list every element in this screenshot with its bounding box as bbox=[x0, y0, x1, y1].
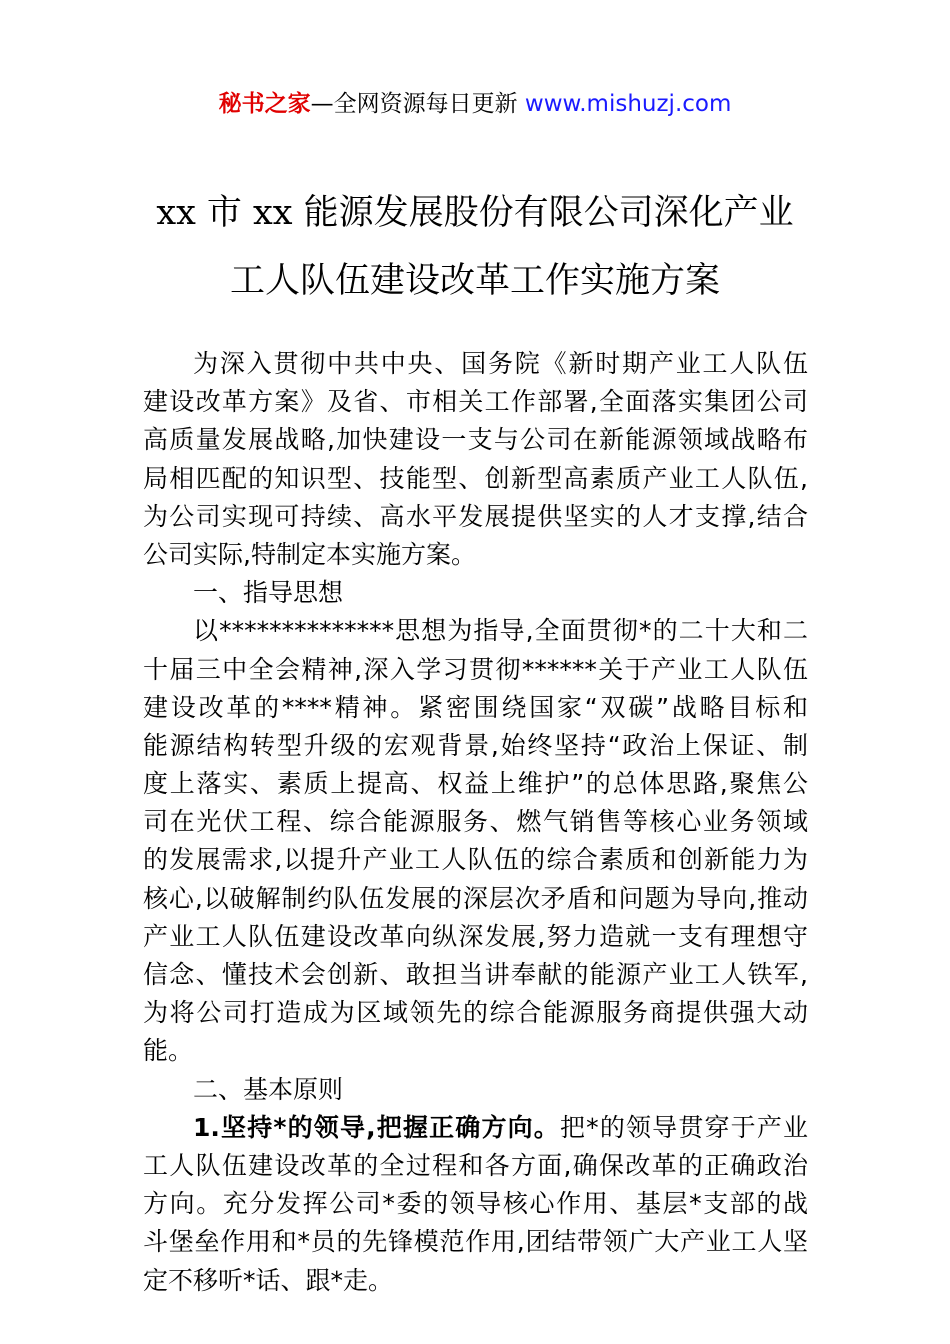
paragraph-line: 以**************思想为指导,全面贯彻*的二十大和二 bbox=[193, 616, 808, 646]
paragraph-line: 高质量发展战略,加快建设一支与公司在新能源领域战略布 bbox=[143, 425, 808, 455]
paragraph-line: 度上落实、素质上提高、权益上维护”的总体思路,聚焦公 bbox=[143, 769, 808, 799]
paragraph-line: 公司实际,特制定本实施方案。 bbox=[143, 539, 476, 569]
section-heading-basic-principles: 二、基本原则 bbox=[193, 1074, 344, 1104]
paragraph-line: 局相匹配的知识型、技能型、创新型高素质产业工人队伍, bbox=[143, 463, 808, 493]
paragraph-line: 为将公司打造成为区域领先的综合能源服务商提供强大动 bbox=[143, 998, 808, 1028]
principle-1-text: 把*的领导贯穿于产业 bbox=[559, 1112, 808, 1142]
paragraph-line: 斗堡垒作用和*员的先锋模范作用,团结带领广大产业工人坚 bbox=[143, 1227, 808, 1257]
site-header bbox=[0, 88, 950, 120]
document-title-line-2: 工人队伍建设改革工作实施方案 bbox=[229, 261, 720, 301]
section-heading-guiding-thought: 一、指导思想 bbox=[193, 578, 344, 608]
paragraph-line: 十届三中全会精神,深入学习贯彻******关于产业工人队伍 bbox=[143, 654, 808, 684]
document-title-line-1: xx 市 xx 能源发展股份有限公司深化产业 bbox=[156, 193, 794, 233]
paragraph-line: 司在光伏工程、综合能源服务、燃气销售等核心业务领域 bbox=[143, 807, 808, 837]
paragraph-line: 定不移听*话、跟*走。 bbox=[143, 1265, 394, 1295]
paragraph-line: 能源结构转型升级的宏观背景,始终坚持“政治上保证、制 bbox=[143, 730, 808, 760]
header-slogan: —全网资源每日更新 bbox=[310, 91, 525, 117]
paragraph-line: 产业工人队伍建设改革向纵深发展,努力造就一支有理想守 bbox=[143, 921, 808, 951]
paragraph-line: 能。 bbox=[143, 1036, 194, 1066]
paragraph-line: 信念、懂技术会创新、敢担当讲奉献的能源产业工人铁军, bbox=[143, 960, 808, 989]
brand-name: 秘书之家 bbox=[218, 91, 311, 117]
paragraph-line: 建设改革方案》及省、市相关工作部署,全面落实集团公司 bbox=[143, 387, 808, 417]
paragraph-line: 工人队伍建设改革的全过程和各方面,确保改革的正确政治 bbox=[143, 1150, 808, 1180]
paragraph-line: 建设改革的****精神。紧密围绕国家“双碳”战略目标和 bbox=[143, 692, 808, 722]
paragraph-line: 为公司实现可持续、高水平发展提供坚实的人才支撑,结合 bbox=[143, 501, 808, 531]
paragraph-line bbox=[143, 1109, 808, 1147]
site-url-link[interactable]: www.mishuzj.com bbox=[524, 91, 732, 117]
paragraph-line: 方向。充分发挥公司*委的领导核心作用、基层*支部的战 bbox=[143, 1189, 808, 1219]
paragraph-line: 为深入贯彻中共中央、国务院《新时期产业工人队伍 bbox=[193, 349, 808, 378]
principle-1-heading: 1.坚持*的领导,把握正确方向。 bbox=[193, 1112, 560, 1142]
paragraph-line: 核心,以破解制约队伍发展的深层次矛盾和问题为导向,推动 bbox=[143, 883, 808, 913]
document-body bbox=[143, 345, 808, 1300]
paragraph-line: 的发展需求,以提升产业工人队伍的综合素质和创新能力为 bbox=[143, 845, 808, 875]
